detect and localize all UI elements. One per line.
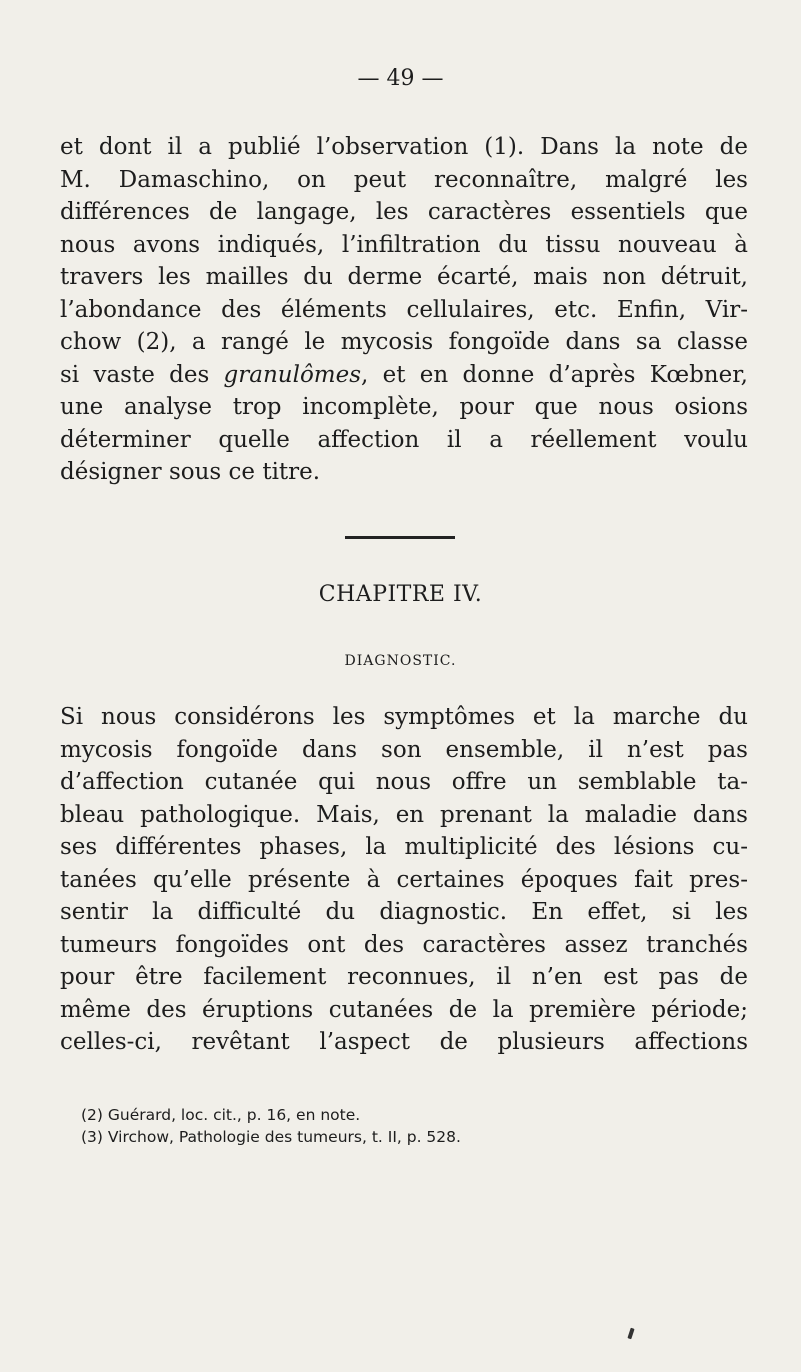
text-line: déterminer quelle affection il a réellement voulu <box>60 426 748 453</box>
footnote: (3) Virchow, Pathologie des tumeurs, t. II, p. 528. <box>81 1128 461 1146</box>
text-line: l’abondance des éléments cellulaires, etc. Enfin, Vir- <box>60 296 748 323</box>
text-line: tanées qu’elle présente à certaines époques fait pres- <box>60 866 748 893</box>
text-line: travers les mailles du derme écarté, mais non détruit, <box>60 264 748 290</box>
text-line: nous avons indiqués, l’infiltration du tissu nouveau à <box>60 231 748 258</box>
chapter-title: CHAPITRE IV. <box>318 582 483 607</box>
text-line: une analyse trop incomplète, pour que nous osions <box>60 394 748 420</box>
text-line: désigner sous ce titre. <box>60 459 321 485</box>
text-fragment: si vaste des <box>60 361 224 388</box>
text-line: d’affection cutanée qui nous offre un semblable ta- <box>60 769 748 795</box>
text-fragment: , et en donne d’après Kœbner, <box>361 361 748 388</box>
text-line: tumeurs fongoïdes ont des caractères assez tranchés <box>60 931 748 958</box>
text-line: Si nous considérons les symptômes et la marche du <box>60 704 748 730</box>
italic-term: granulômes <box>223 361 362 388</box>
text-line: M. Damaschino, on peut reconnaître, malgré les <box>60 166 748 193</box>
text-line: différences de langage, les caractères essentiels que <box>60 199 748 225</box>
ink-speck <box>627 1328 634 1340</box>
text-line: celles-ci, revêtant l’aspect de plusieurs affections <box>60 1029 748 1055</box>
text-line: chow (2), a rangé le mycosis fongoïde dans sa classe <box>60 329 748 355</box>
text-line: ses différentes phases, la multiplicité des lésions cu- <box>60 834 748 860</box>
text-line: pour être facilement reconnues, il n’en est pas de <box>60 964 748 990</box>
paragraph-2 <box>60 701 748 1059</box>
text-line <box>60 359 748 392</box>
text-line: et dont il a publié l’observation (1). Dans la note de <box>60 134 748 160</box>
text-line: même des éruptions cutanées de la première période; <box>60 996 748 1023</box>
text-line: sentir la difficulté du diagnostic. En effet, si les <box>60 899 748 925</box>
page-number: — 49 — <box>357 66 444 91</box>
text-line: mycosis fongoïde dans son ensemble, il n’est pas <box>60 736 748 763</box>
paragraph-1 <box>60 131 748 489</box>
footnotes <box>81 1104 741 1148</box>
footnote: (2) Guérard, loc. cit., p. 16, en note. <box>81 1106 361 1124</box>
section-title: DIAGNOSTIC. <box>344 653 457 669</box>
text-line: bleau pathologique. Mais, en prenant la maladie dans <box>60 801 748 828</box>
section-divider <box>345 536 455 539</box>
